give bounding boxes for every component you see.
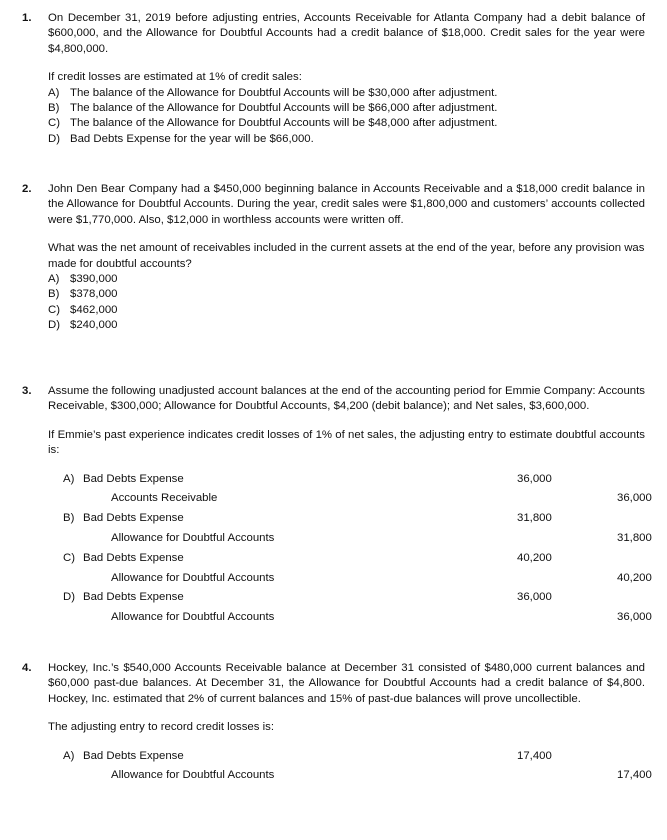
- option-letter: A): [63, 749, 75, 762]
- question-1: [0, 11, 667, 147]
- credit-amount: 36,000: [617, 492, 652, 505]
- option-c[interactable]: [48, 303, 645, 318]
- entry-option-b-credit-line[interactable]: [63, 531, 667, 551]
- spacer: [48, 736, 645, 749]
- option-letter-spacer: [63, 531, 83, 551]
- account-name: Bad Debts Expense: [83, 591, 184, 604]
- credit-amount: [613, 472, 667, 492]
- entry-option-a-debit-line[interactable]: [63, 472, 667, 492]
- account-name: Allowance for Doubtful Accounts: [111, 532, 275, 545]
- question-body: [48, 384, 652, 630]
- option-letter: A): [48, 273, 60, 286]
- credit-amount: [613, 749, 667, 769]
- question-3: [0, 384, 667, 630]
- question-stem: John Den Bear Company had a $450,000 beginning balance in Accounts Receivable and a $18,000 credit balance in the Allowance for Doubtful Accounts. During the year, credit sales were $1,800,000 and customers’ accounts collected were $1,770,000. Also, $12,000 in worthless accounts were written off.: [48, 183, 645, 226]
- option-letter: D): [48, 132, 61, 145]
- debit-amount: 40,200: [517, 551, 552, 564]
- debit-amount: [511, 491, 613, 511]
- debit-amount: [511, 531, 613, 551]
- option-letter: D): [48, 319, 61, 332]
- entry-option-c-debit-line[interactable]: [63, 551, 667, 571]
- question-4: [0, 661, 667, 788]
- spacer: [48, 57, 645, 70]
- debit-amount: [511, 571, 613, 591]
- entry-option-a-credit-line[interactable]: [63, 768, 667, 788]
- debit-amount: [511, 610, 613, 630]
- debit-amount: 36,000: [517, 591, 552, 604]
- question-lead: If credit losses are estimated at 1% of credit sales:: [48, 71, 302, 84]
- debit-amount: 17,400: [517, 749, 552, 762]
- account-name: Allowance for Doubtful Accounts: [111, 571, 275, 584]
- spacer: [48, 459, 645, 472]
- spacer: [48, 228, 645, 241]
- option-text: The balance of the Allowance for Doubtful Accounts will be $66,000 after adjustment.: [70, 102, 498, 115]
- entry-option-d-debit-line[interactable]: [63, 590, 667, 610]
- question-body: [48, 661, 652, 788]
- option-list: [48, 86, 645, 148]
- option-letter-spacer: [63, 768, 83, 788]
- spacer: [48, 707, 645, 720]
- option-text: $378,000: [70, 288, 118, 301]
- option-letter: B): [48, 288, 60, 301]
- entry-option-b-debit-line[interactable]: [63, 511, 667, 531]
- option-letter-spacer: [63, 571, 83, 591]
- account-name: Bad Debts Expense: [83, 749, 184, 762]
- account-name: Allowance for Doubtful Accounts: [111, 611, 275, 624]
- option-letter-spacer: [63, 491, 83, 511]
- option-text: $390,000: [70, 273, 118, 286]
- debit-amount: [511, 768, 613, 788]
- question-lead: What was the net amount of receivables included in the current assets at the end of the year, before any provision was made for doubtful accounts?: [48, 242, 645, 270]
- option-text: The balance of the Allowance for Doubtful Accounts will be $48,000 after adjustment.: [70, 117, 498, 130]
- question-2: [0, 182, 667, 334]
- account-name: Bad Debts Expense: [83, 551, 184, 564]
- option-c[interactable]: [48, 116, 645, 131]
- question-lead: The adjusting entry to record credit losses is:: [48, 721, 275, 734]
- question-number: 2.: [22, 183, 32, 195]
- option-letter: C): [48, 303, 61, 316]
- entry-option-d-credit-line[interactable]: [63, 610, 667, 630]
- credit-amount: 36,000: [617, 611, 652, 624]
- credit-amount: [613, 511, 667, 531]
- account-name: Bad Debts Expense: [83, 472, 184, 485]
- option-letter: A): [48, 86, 60, 99]
- debit-amount: 31,800: [517, 512, 552, 525]
- account-name: Bad Debts Expense: [83, 512, 184, 525]
- option-b[interactable]: [48, 101, 645, 116]
- question-number: 4.: [22, 662, 32, 674]
- credit-amount: 31,800: [617, 532, 652, 545]
- option-letter: A): [63, 472, 75, 485]
- account-name: Allowance for Doubtful Accounts: [111, 769, 275, 782]
- option-letter: C): [48, 117, 61, 130]
- option-text: $462,000: [70, 303, 118, 316]
- option-a[interactable]: [48, 86, 645, 101]
- question-body: [48, 182, 645, 334]
- credit-amount: [613, 551, 667, 571]
- option-text: Bad Debts Expense for the year will be $66,000.: [70, 132, 314, 145]
- question-body: [48, 11, 645, 147]
- credit-amount: 17,400: [617, 769, 652, 782]
- spacer: [48, 415, 645, 428]
- entry-option-a-debit-line[interactable]: [63, 749, 667, 769]
- option-d[interactable]: [48, 132, 645, 147]
- credit-amount: 40,200: [617, 571, 652, 584]
- option-letter: C): [63, 551, 76, 564]
- option-d[interactable]: [48, 318, 645, 333]
- option-a[interactable]: [48, 272, 645, 287]
- question-number: 3.: [22, 385, 32, 397]
- question-stem: On December 31, 2019 before adjusting entries, Accounts Receivable for Atlanta Company had a debit balance of $600,000, and the Allowance for Doubtful Accounts had a credit balance of $18,000. Credit sales for the year were $4,800,000.: [48, 12, 645, 55]
- option-b[interactable]: [48, 287, 645, 302]
- entry-option-c-credit-line[interactable]: [63, 571, 667, 591]
- entry-option-a-credit-line[interactable]: [63, 491, 667, 511]
- option-text: $240,000: [70, 319, 118, 332]
- credit-amount: [613, 590, 667, 610]
- question-number: 1.: [22, 12, 32, 24]
- question-lead: If Emmie’s past experience indicates credit losses of 1% of net sales, the adjusting entry to estimate doubtful accounts is:: [48, 428, 645, 457]
- journal-entry-options: [63, 749, 667, 789]
- question-stem: Hockey, Inc.’s $540,000 Accounts Receivable balance at December 31 consisted of $480,000 current balances and $60,000 past-due balances. At December 31, the Allowance for Doubtful Accounts had a credit balance of $4,800. Hockey, Inc. estimated that 2% of current balances and 15% of past-due balances will prove uncollectible.: [48, 662, 645, 705]
- journal-entry-options: [63, 472, 667, 630]
- option-text: The balance of the Allowance for Doubtful Accounts will be $30,000 after adjustment.: [70, 86, 498, 99]
- account-name: Accounts Receivable: [111, 492, 218, 505]
- option-letter: B): [63, 512, 75, 525]
- option-letter: D): [63, 591, 76, 604]
- option-letter: B): [48, 102, 60, 115]
- question-stem: Assume the following unadjusted account balances at the end of the accounting period for Emmie Company: Accounts Receivable, $300,000; Allowance for Doubtful Accounts, $4,200 (debit balance); and Net sales, $3,600,000.: [48, 385, 645, 413]
- debit-amount: 36,000: [517, 472, 552, 485]
- option-letter-spacer: [63, 610, 83, 630]
- option-list: [48, 272, 645, 334]
